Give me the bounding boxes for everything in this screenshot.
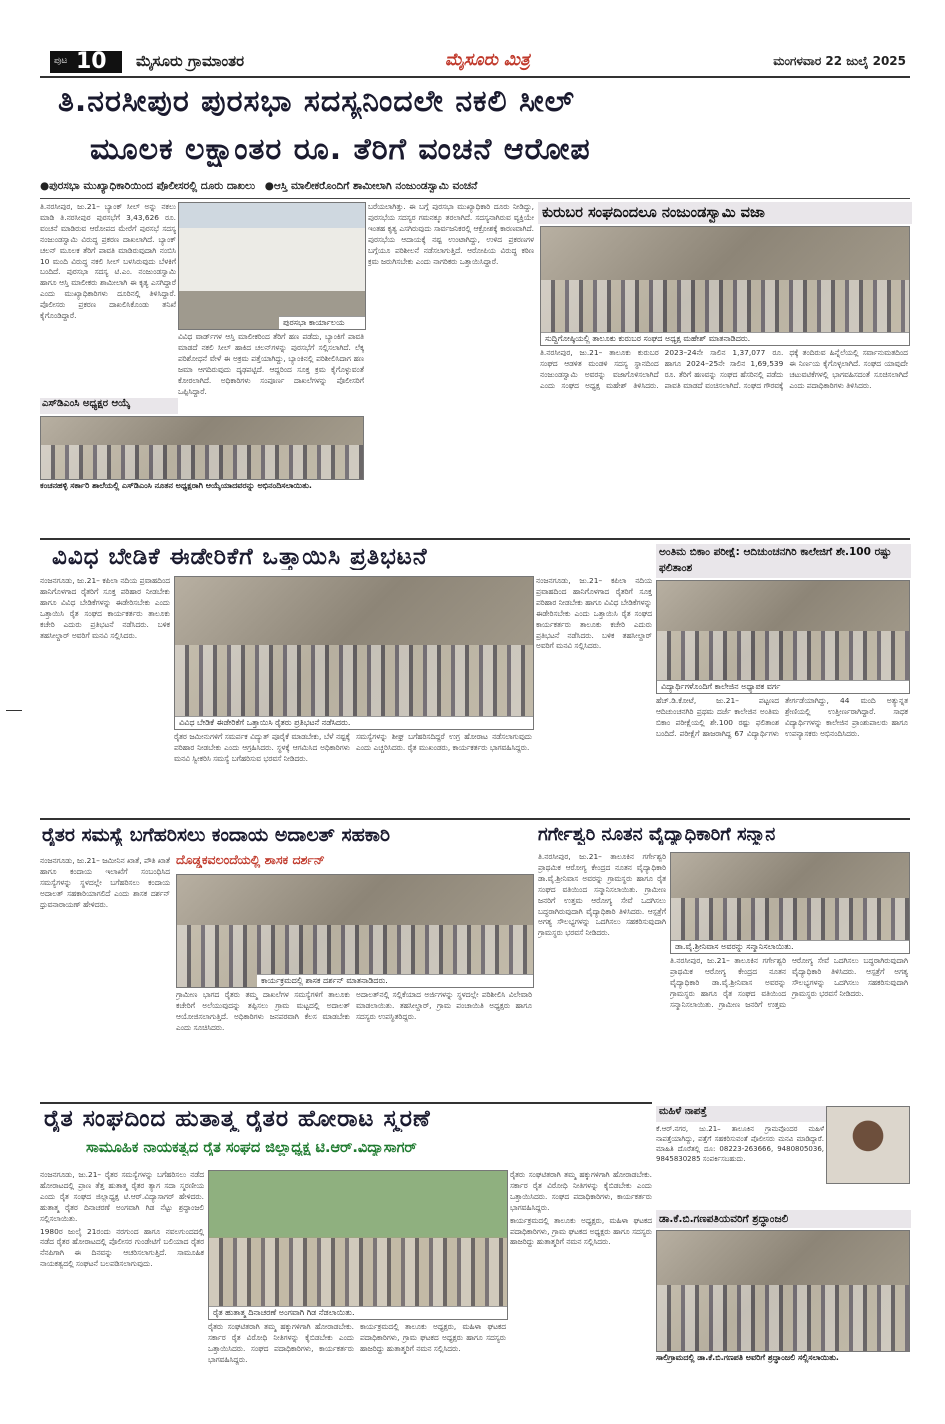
lead-col-3: ಬರೆಯಲಾಗಿತ್ತು. ಈ ಬಗ್ಗೆ ಪುರಸಭಾ ಮುಖ್ಯಾಧಿಕಾರಿ ದೂರು ನೀಡಿದ್ದು, ಪುರಸಭೆಯ ಸದಸ್ಯರ ಗಮನಕ್ಕೂ ತರಲಾಗಿದೆ. ಸದಸ್ಯನಾಗಿರುವ ವ್ಯಕ್ತಿಯೇ ಇಂತಹ ಕೃತ್ಯ ಎಸಗಿರುವುದು ಸಾರ್ವಜನಿಕರಲ್ಲಿ ಆಕ್ರೋಶಕ್ಕೆ ಕಾರಣವಾಗಿದೆ. ಪುರಸಭೆಯ ಆದಾಯಕ್ಕೆ ನಷ್ಟ ಉಂಟಾಗಿದ್ದು, ಉಳಿದ ಪ್ರಕರಣಗಳ ಬಗ್ಗೆಯೂ ಪರಿಶೀಲನೆ ನಡೆಸಲಾಗುತ್ತಿದೆ. ಆರೋಪಿಯ ವಿರುದ್ಧ ಕಠಿಣ ಕ್ರಮ ಜರುಗಿಸಬೇಕು ಎಂದು ನಾಗರಿಕರು ಒತ್ತಾಯಿಸಿದ್ದಾರೆ.	[368, 202, 534, 266]
tribute-photo	[656, 1230, 910, 1352]
memorial-col-1: ನಂಜನಗೂಡು, ಜು.21– ರೈತರ ಸಮಸ್ಯೆಗಳನ್ನು ಬಗೆಹರಿಸಲು ನಡೆದ ಹೋರಾಟದಲ್ಲಿ ಪ್ರಾಣ ತೆತ್ತ ಹುತಾತ್ಮ ರೈತರ ತ್ಯಾಗ ಸದಾ ಸ್ಮರಣೀಯ ಎಂದು ರೈತ ಸಂಘದ ಜಿಲ್ಲಾಧ್ಯಕ್ಷ ಟಿ.ಆರ್.ವಿದ್ಯಾಸಾಗರ್ ಹೇಳಿದರು. ಹುತಾತ್ಮ ರೈತರ ದಿನಾಚರಣೆ ಅಂಗವಾಗಿ ಗಿಡ ನೆಟ್ಟು ಶ್ರದ್ಧಾಂಜಲಿ ಸಲ್ಲಿಸಲಾಯಿತು. 1980ರ ಜುಲೈ 21ರಂದು ನರಗುಂದ ಹಾಗೂ ನವಲಗುಂದದಲ್ಲಿ ನಡೆದ ರೈತರ ಹೋರಾಟದಲ್ಲಿ ಪೊಲೀಸರ ಗುಂಡೇಟಿಗೆ ಬಲಿಯಾದ ರೈತರ ನೆನಪಿಗಾಗಿ ಈ ದಿನವನ್ನು ಆಚರಿಸಲಾಗುತ್ತಿದೆ. ಸಾಮೂಹಿಕ ನಾಯಕತ್ವದಲ್ಲಿ ಸಂಘಟನೆ ಬಲಪಡಿಸಲಾಗುವುದು.	[40, 1170, 204, 1269]
protest-col-4: ನಂಜನಗೂಡು, ಜು.21– ಕಪಿಲಾ ನದಿಯ ಪ್ರವಾಹದಿಂದ ಹಾನಿಗೊಳಗಾದ ರೈತರಿಗೆ ಸೂಕ್ತ ಪರಿಹಾರ ನೀಡಬೇಕು ಹಾಗೂ ವಿವಿಧ ಬೇಡಿಕೆಗಳನ್ನು ಈಡೇರಿಸಬೇಕು ಎಂದು ಒತ್ತಾಯಿಸಿ ರೈತ ಸಂಘದ ಕಾರ್ಯಕರ್ತರು ತಾಲೂಕು ಕಚೇರಿ ಎದುರು ಪ್ರತಿಭಟನೆ ನಡೆಸಿದರು. ಬಳಿಕ ತಹಸೀಲ್ದಾರ್ ಅವರಿಗೆ ಮನವಿ ಸಲ್ಲಿಸಿದರು.	[536, 576, 652, 651]
section-rule-1	[40, 538, 910, 540]
memorial-subhead: ಸಾಮೂಹಿಕ ನಾಯಕತ್ವದ ರೈತ ಸಂಘದ ಜಿಲ್ಲಾಧ್ಯಕ್ಷ ಟಿ.ಆರ್.ವಿದ್ಯಾಸಾಗರ್	[86, 1140, 417, 1156]
kuruba-title: ಕುರುಬರ ಸಂಘದಿಂದಲೂ ನಂಜುಂಡಸ್ವಾಮಿ ವಜಾ	[538, 202, 912, 224]
crop-mark	[6, 710, 22, 711]
adalat-photo	[176, 874, 534, 988]
page-label: ಪುಟ	[54, 56, 68, 66]
page-number: 10	[76, 49, 107, 74]
missing-body: ಕೆ.ಆರ್.ನಗರ, ಜು.21– ತಾಲೂಕಿನ ಗ್ರಾಮವೊಂದರ ಮಹಿಳೆ ನಾಪತ್ತೆಯಾಗಿದ್ದು, ಪತ್ತೆಗೆ ಸಹಕರಿಸುವಂತೆ ಪೊಲೀಸರು ಮನವಿ ಮಾಡಿದ್ದಾರೆ. ಮಾಹಿತಿ ದೊರೆತಲ್ಲಿ ದೂ: 08223-263666, 9480805036, 9845830285 ಸಂಪರ್ಕಿಸಬಹುದು.	[656, 1125, 824, 1163]
protest-col-2: ರೈತರ ಜಮೀನುಗಳಿಗೆ ಸಮರ್ಪಕ ವಿದ್ಯುತ್ ಪೂರೈಕೆ ಮಾಡಬೇಕು, ಬೆಳೆ ನಷ್ಟಕ್ಕೆ ಪರಿಹಾರ ನೀಡಬೇಕು ಎಂದು ಆಗ್ರಹಿಸಿದರು. ಸ್ಥಳಕ್ಕೆ ಆಗಮಿಸಿದ ಅಧಿಕಾರಿಗಳು ಮನವಿ ಸ್ವೀಕರಿಸಿ ಸಮಸ್ಯೆ ಬಗೆಹರಿಸುವ ಭರವಸೆ ನೀಡಿದರು.	[174, 732, 350, 763]
protest-col-1: ನಂಜನಗೂಡು, ಜು.21– ಕಪಿಲಾ ನದಿಯ ಪ್ರವಾಹದಿಂದ ಹಾನಿಗೊಳಗಾದ ರೈತರಿಗೆ ಸೂಕ್ತ ಪರಿಹಾರ ನೀಡಬೇಕು ಹಾಗೂ ವಿವಿಧ ಬೇಡಿಕೆಗಳನ್ನು ಈಡೇರಿಸಬೇಕು ಎಂದು ಒತ್ತಾಯಿಸಿ ರೈತ ಸಂಘದ ಕಾರ್ಯಕರ್ತರು ತಾಲೂಕು ಕಚೇರಿ ಎದುರು ಪ್ರತಿಭಟನೆ ನಡೆಸಿದರು. ಬಳಿಕ ತಹಸೀಲ್ದಾರ್ ಅವರಿಗೆ ಮನವಿ ಸಲ್ಲಿಸಿದರು.	[40, 576, 170, 640]
tribute-title: ಡಾ.ಕೆ.ಬಿ.ಗಣಪತಿಯವರಿಗೆ ಶ್ರದ್ಧಾಂಜಲಿ	[656, 1210, 911, 1228]
section-name: ಮೈಸೂರು ಗ್ರಾಮಾಂತರ	[136, 52, 245, 70]
lead-subheads	[40, 180, 910, 199]
missing-woman-photo	[826, 1106, 910, 1184]
kuruba-caption: ಸುದ್ದಿಗೋಷ್ಠಿಯಲ್ಲಿ ತಾಲೂಕು ಕುರುಬರ ಸಂಘದ ಅಧ್ಯಕ್ಷ ಮಹೇಶ್ ಮಾತನಾಡಿದರು.	[541, 332, 909, 345]
adalat-caption: ಕಾರ್ಯಕ್ರಮದಲ್ಲಿ ಶಾಸಕ ದರ್ಶನ್ ಮಾತನಾಡಿದರು.	[257, 974, 533, 987]
doctor-caption: ಡಾ.ವೈ.ಶ್ರೀನಿವಾಸ ಅವರನ್ನು ಸನ್ಮಾನಿಸಲಾಯಿತು.	[671, 940, 909, 953]
adalat-headline: ರೈತರ ಸಮಸ್ಯೆ ಬಗೆಹರಿಸಲು ಕಂದಾಯ ಅದಾಲತ್ ಸಹಕಾರಿ	[42, 824, 391, 846]
exam-body: ಹೆಚ್.ಡಿ.ಕೋಟೆ, ಜು.21– ಪಟ್ಟಣದ ಆದಿಚುಂಚನಗಿರಿ ಪ್ರಥಮ ದರ್ಜೆ ಕಾಲೇಜಿನ ಅಂತಿಮ ಬಿಕಾಂ ಪರೀಕ್ಷೆಯಲ್ಲಿ ಶೇ.100 ರಷ್ಟು ಫಲಿತಾಂಶ ಬಂದಿದೆ. ಪರೀಕ್ಷೆಗೆ ಹಾಜರಾಗಿದ್ದ 67 ವಿದ್ಯಾರ್ಥಿಗಳು ತೇರ್ಗಡೆಯಾಗಿದ್ದು, 44 ಮಂದಿ ಅತ್ಯುನ್ನತ ಶ್ರೇಣಿಯಲ್ಲಿ ಉತ್ತೀರ್ಣರಾಗಿದ್ದಾರೆ. ಸಾಧಕ ವಿದ್ಯಾರ್ಥಿಗಳನ್ನು ಕಾಲೇಜಿನ ಪ್ರಾಂಶುಪಾಲರು ಹಾಗೂ ಉಪನ್ಯಾಸಕರು ಅಭಿನಂದಿಸಿದರು.	[656, 696, 908, 738]
sdmc-caption: ಕಂಚನಹಳ್ಳಿ ಸರ್ಕಾರಿ ಶಾಲೆಯಲ್ಲಿ ಎಸ್‌ಡಿಎಂಸಿ ನೂತನ ಅಧ್ಯಕ್ಷರಾಗಿ ಆಯ್ಕೆಯಾದವರನ್ನು ಅಭಿನಂದಿಸಲಾಯಿತು.	[40, 481, 312, 490]
memorial-caption: ರೈತ ಹುತಾತ್ಮ ದಿನಾಚರಣೆ ಅಂಗವಾಗಿ ಗಿಡ ನೆಡಲಾಯಿತು.	[209, 1306, 507, 1319]
doctor-photo	[670, 852, 910, 954]
lead-col-1: ತಿ.ನರಸೀಪುರ, ಜು.21– ಬ್ಯಾಂಕ್ ಸೀಲ್ ಅನ್ನು ನಕಲು ಮಾಡಿ ತಿ.ನರಸೀಪುರ ಪುರಸಭೆಗೆ 3,43,626 ರೂ. ವಂಚನೆ ಮಾಡಿರುವ ಆರೋಪದ ಮೇರೆಗೆ ಪುರಸಭೆ ಸದಸ್ಯ ನಂಜುಂಡಸ್ವಾಮಿ ವಿರುದ್ಧ ಪ್ರಕರಣ ದಾಖಲಾಗಿದೆ. ಬ್ಯಾಂಕ್ ಚಲನ್ ಮೂಲಕ ತೆರಿಗೆ ಪಾವತಿ ಮಾಡಿರುವುದಾಗಿ ನಂಬಿಸಿ 10 ಮಂದಿ ವಿರುದ್ಧ ನಕಲಿ ಸೀಲ್ ಬಳಸಿರುವುದು ಬೆಳಕಿಗೆ ಬಂದಿದೆ. ಪುರಸಭಾ ಸದಸ್ಯ ಟಿ.ಎಂ. ನಂಜುಂಡಸ್ವಾಮಿ ಹಾಗೂ ಆಸ್ತಿ ಮಾಲೀಕರು ಶಾಮೀಲಾಗಿ ಈ ಕೃತ್ಯ ಎಸಗಿದ್ದಾರೆ ಎಂದು ಮುಖ್ಯಾಧಿಕಾರಿಗಳು ದೂರಿನಲ್ಲಿ ತಿಳಿಸಿದ್ದಾರೆ. ಪೊಲೀಸರು ಪ್ರಕರಣ ದಾಖಲಿಸಿಕೊಂಡು ತನಿಖೆ ಕೈಗೊಂಡಿದ್ದಾರೆ.	[40, 202, 176, 321]
lead-headline-2: ಮೂಲಕ ಲಕ್ಷಾಂತರ ರೂ. ತೆರಿಗೆ ವಂಚನೆ ಆರೋಪ	[90, 132, 591, 167]
protest-caption: ವಿವಿಧ ಬೇಡಿಕೆ ಈಡೇರಿಕೆಗೆ ಒತ್ತಾಯಿಸಿ ರೈತರು ಪ್ರತಿಭಟನೆ ನಡೆಸಿದರು.	[175, 716, 533, 729]
adalat-col-3: ಅದಾಲತ್‌ನಲ್ಲಿ ಸಲ್ಲಿಕೆಯಾದ ಅರ್ಜಿಗಳನ್ನು ಸ್ಥಳದಲ್ಲೇ ಪರಿಶೀಲಿಸಿ ವಿಲೇವಾರಿ ಮಾಡಲಾಯಿತು. ತಹಸೀಲ್ದಾರ್, ಗ್ರಾಮ ಪಂಚಾಯಿತಿ ಅಧ್ಯಕ್ಷರು ಹಾಗೂ ಸದಸ್ಯರು ಉಪಸ್ಥಿತರಿದ್ದರು.	[356, 990, 532, 1021]
doctor-col-2: ತಿ.ನರಸೀಪುರ, ಜು.21– ತಾಲೂಕಿನ ಗರ್ಗೇಶ್ವರಿ ಪ್ರಾಥಮಿಕ ಆರೋಗ್ಯ ಕೇಂದ್ರದ ನೂತನ ವೈದ್ಯಾಧಿಕಾರಿ ಡಾ.ವೈ.ಶ್ರೀನಿವಾಸ ಅವರನ್ನು ಗ್ರಾಮಸ್ಥರು ಹಾಗೂ ರೈತ ಸಂಘದ ವತಿಯಿಂದ ಸನ್ಮಾನಿಸಲಾಯಿತು. ಗ್ರಾಮೀಣ ಜನರಿಗೆ ಉತ್ತಮ ಆರೋಗ್ಯ ಸೇವೆ ಒದಗಿಸಲು ಬದ್ಧರಾಗಿರುವುದಾಗಿ ವೈದ್ಯಾಧಿಕಾರಿ ತಿಳಿಸಿದರು. ಆಸ್ಪತ್ರೆಗೆ ಅಗತ್ಯ ಸೌಲಭ್ಯಗಳನ್ನು ಒದಗಿಸಲು ಸಹಕರಿಸುವುದಾಗಿ ಗ್ರಾಮಸ್ಥರು ಭರವಸೆ ನೀಡಿದರು.	[670, 956, 908, 1009]
sdmc-photo	[40, 416, 364, 480]
memorial-col-2: ರೈತರು ಸಂಘಟಿತರಾಗಿ ತಮ್ಮ ಹಕ್ಕುಗಳಿಗಾಗಿ ಹೋರಾಡಬೇಕು. ಸರ್ಕಾರ ರೈತ ವಿರೋಧಿ ನೀತಿಗಳನ್ನು ಕೈಬಿಡಬೇಕು ಎಂದು ಒತ್ತಾಯಿಸಿದರು. ಸಂಘದ ಪದಾಧಿಕಾರಿಗಳು, ಕಾರ್ಯಕರ್ತರು ಭಾಗವಹಿಸಿದ್ದರು.	[208, 1322, 354, 1364]
protest-col-3: ಸಮಸ್ಯೆಗಳನ್ನು ಶೀಘ್ರ ಬಗೆಹರಿಸದಿದ್ದರೆ ಉಗ್ರ ಹೋರಾಟ ನಡೆಸಲಾಗುವುದು ಎಂದು ಎಚ್ಚರಿಸಿದರು. ರೈತ ಮುಖಂಡರು, ಕಾರ್ಯಕರ್ತರು ಭಾಗವಹಿಸಿದ್ದರು.	[356, 732, 532, 752]
lead-headline-1: ತಿ.ನರಸೀಪುರ ಪುರಸಭಾ ಸದಸ್ಯನಿಂದಲೇ ನಕಲಿ ಸೀಲ್	[58, 84, 575, 119]
section-rule-2	[40, 818, 910, 820]
page-number-badge	[50, 51, 122, 73]
lead-sub-1: ●ಪುರಸಭಾ ಮುಖ್ಯಾಧಿಕಾರಿಯಿಂದ ಪೊಲೀಸರಲ್ಲಿ ದೂರು ದಾಖಲು	[40, 180, 256, 192]
kuruba-body: ತಿ.ನರಸೀಪುರ, ಜು.21– ತಾಲೂಕು ಕುರುಬರ ಸಂಘದ ಆಡಳಿತ ಮಂಡಳಿ ಸದಸ್ಯ ಸ್ಥಾನದಿಂದ ನಂಜುಂಡಸ್ವಾಮಿ ಅವರನ್ನು ವಜಾಗೊಳಿಸಲಾಗಿದೆ ಎಂದು ಸಂಘದ ಅಧ್ಯಕ್ಷ ಮಹೇಶ್ ತಿಳಿಸಿದರು. 2023–24ನೇ ಸಾಲಿನ 1,37,077 ರೂ. ಹಾಗೂ 2024–25ನೇ ಸಾಲಿನ 1,69,539 ರೂ. ತೆರಿಗೆ ಹಣವನ್ನು ಸಂಘದ ಹೆಸರಿನಲ್ಲಿ ಪಡೆದು ಪಾವತಿ ಮಾಡದೆ ವಂಚಿಸಲಾಗಿದೆ. ಸಂಘದ ಗೌರವಕ್ಕೆ ಧಕ್ಕೆ ತಂದಿರುವ ಹಿನ್ನೆಲೆಯಲ್ಲಿ ಸರ್ವಾನುಮತದಿಂದ ಈ ನಿರ್ಣಯ ಕೈಗೊಳ್ಳಲಾಗಿದೆ. ಸಂಘದ ಯಾವುದೇ ಚಟುವಟಿಕೆಗಳಲ್ಲಿ ಭಾಗವಹಿಸದಂತೆ ಸೂಚಿಸಲಾಗಿದೆ ಎಂದು ಪದಾಧಿಕಾರಿಗಳು ತಿಳಿಸಿದರು.	[540, 348, 908, 390]
memorial-col-3: ಕಾರ್ಯಕ್ರಮದಲ್ಲಿ ತಾಲೂಕು ಅಧ್ಯಕ್ಷರು, ಮಹಿಳಾ ಘಟಕದ ಪದಾಧಿಕಾರಿಗಳು, ಗ್ರಾಮ ಘಟಕದ ಅಧ್ಯಕ್ಷರು ಹಾಗೂ ಸದಸ್ಯರು ಹಾಜರಿದ್ದು ಹುತಾತ್ಮರಿಗೆ ನಮನ ಸಲ್ಲಿಸಿದರು.	[360, 1322, 506, 1353]
exam-title: ಅಂತಿಮ ಬಿಕಾಂ ಪರೀಕ್ಷೆ: ಆದಿಚುಂಚನಗಿರಿ ಕಾಲೇಜಿಗೆ ಶೇ.100 ರಷ್ಟು ಫಲಿತಾಂಶ	[656, 544, 911, 578]
protest-headline: ವಿವಿಧ ಬೇಡಿಕೆ ಈಡೇರಿಕೆಗೆ ಒತ್ತಾಯಿಸಿ ಪ್ರತಿಭಟನೆ	[52, 544, 428, 570]
lead-building-photo	[178, 202, 366, 330]
exam-caption: ವಿದ್ಯಾರ್ಥಿಗಳೊಂದಿಗೆ ಕಾಲೇಜಿನ ಅಧ್ಯಾಪಕ ವರ್ಗ	[657, 680, 909, 693]
lead-photo-caption: ಪುರಸಭಾ ಕಾರ್ಯಾಲಯ	[279, 316, 365, 329]
adalat-kicker: ದೊಡ್ಡಕವಲಂದೆಯಲ್ಲಿ ಶಾಸಕ ದರ್ಶನ್	[176, 852, 325, 867]
exam-photo	[656, 580, 910, 694]
doctor-col-1: ತಿ.ನರಸೀಪುರ, ಜು.21– ತಾಲೂಕಿನ ಗರ್ಗೇಶ್ವರಿ ಪ್ರಾಥಮಿಕ ಆರೋಗ್ಯ ಕೇಂದ್ರದ ನೂತನ ವೈದ್ಯಾಧಿಕಾರಿ ಡಾ.ವೈ.ಶ್ರೀನಿವಾಸ ಅವರನ್ನು ಗ್ರಾಮಸ್ಥರು ಹಾಗೂ ರೈತ ಸಂಘದ ವತಿಯಿಂದ ಸನ್ಮಾನಿಸಲಾಯಿತು. ಗ್ರಾಮೀಣ ಜನರಿಗೆ ಉತ್ತಮ ಆರೋಗ್ಯ ಸೇವೆ ಒದಗಿಸಲು ಬದ್ಧರಾಗಿರುವುದಾಗಿ ವೈದ್ಯಾಧಿಕಾರಿ ತಿಳಿಸಿದರು. ಆಸ್ಪತ್ರೆಗೆ ಅಗತ್ಯ ಸೌಲಭ್ಯಗಳನ್ನು ಒದಗಿಸಲು ಸಹಕರಿಸುವುದಾಗಿ ಗ್ರಾಮಸ್ಥರು ಭರವಸೆ ನೀಡಿದರು.	[538, 852, 666, 938]
sdmc-title: ಎಸ್‌ಡಿಎಂಸಿ ಅಧ್ಯಕ್ಷರ ಆಯ್ಕೆ	[40, 398, 178, 414]
adalat-col-1: ನಂಜನಗೂಡು, ಜು.21– ಜಮೀನಿನ ಖಾತೆ, ಪೌತಿ ಖಾತೆ ಹಾಗೂ ಕಂದಾಯ ಇಲಾಖೆಗೆ ಸಂಬಂಧಿಸಿದ ಸಮಸ್ಯೆಗಳನ್ನು ಸ್ಥಳದಲ್ಲೇ ಬಗೆಹರಿಸಲು ಕಂದಾಯ ಅದಾಲತ್ ಸಹಕಾರಿಯಾಗಲಿದೆ ಎಂದು ಶಾಸಕ ದರ್ಶನ್ ಧ್ರುವನಾರಾಯಣ್ ಹೇಳಿದರು.	[40, 856, 170, 909]
issue-date: ಮಂಗಳವಾರ 22 ಜುಲೈ 2025	[773, 54, 906, 68]
section-rule-3	[40, 1102, 652, 1104]
masthead	[40, 50, 910, 78]
missing-title: ಮಹಿಳೆ ನಾಪತ್ತೆ	[656, 1106, 827, 1122]
memorial-headline: ರೈತ ಸಂಘದಿಂದ ಹುತಾತ್ಮ ರೈತರ ಹೋರಾಟ ಸ್ಮರಣೆ	[44, 1106, 431, 1132]
adalat-col-2: ಗ್ರಾಮೀಣ ಭಾಗದ ರೈತರು ತಮ್ಮ ದಾಖಲೆಗಳ ಸಮಸ್ಯೆಗಳಿಗೆ ತಾಲೂಕು ಕಚೇರಿಗೆ ಅಲೆಯುವುದನ್ನು ತಪ್ಪಿಸಲು ಗ್ರಾಮ ಮಟ್ಟದಲ್ಲಿ ಅದಾಲತ್ ಆಯೋಜಿಸಲಾಗುತ್ತಿದೆ. ಅಧಿಕಾರಿಗಳು ಜನಪರವಾಗಿ ಕೆಲಸ ಮಾಡಬೇಕು ಎಂದು ಸೂಚಿಸಿದರು.	[176, 990, 350, 1032]
doctor-headline: ಗರ್ಗೇಶ್ವರಿ ನೂತನ ವೈದ್ಯಾಧಿಕಾರಿಗೆ ಸನ್ಮಾನ	[538, 824, 776, 845]
lead-sub-2: ●ಆಸ್ತಿ ಮಾಲೀಕರೊಂದಿಗೆ ಶಾಮೀಲಾಗಿ ನಂಜುಂಡಸ್ವಾಮಿ ವಂಚನೆ	[264, 180, 478, 192]
memorial-col-4: ರೈತರು ಸಂಘಟಿತರಾಗಿ ತಮ್ಮ ಹಕ್ಕುಗಳಿಗಾಗಿ ಹೋರಾಡಬೇಕು. ಸರ್ಕಾರ ರೈತ ವಿರೋಧಿ ನೀತಿಗಳನ್ನು ಕೈಬಿಡಬೇಕು ಎಂದು ಒತ್ತಾಯಿಸಿದರು. ಸಂಘದ ಪದಾಧಿಕಾರಿಗಳು, ಕಾರ್ಯಕರ್ತರು ಭಾಗವಹಿಸಿದ್ದರು. ಕಾರ್ಯಕ್ರಮದಲ್ಲಿ ತಾಲೂಕು ಅಧ್ಯಕ್ಷರು, ಮಹಿಳಾ ಘಟಕದ ಪದಾಧಿಕಾರಿಗಳು, ಗ್ರಾಮ ಘಟಕದ ಅಧ್ಯಕ್ಷರು ಹಾಗೂ ಸದಸ್ಯರು ಹಾಜರಿದ್ದು ಹುತಾತ್ಮರಿಗೆ ನಮನ ಸಲ್ಲಿಸಿದರು.	[510, 1170, 652, 1247]
kuruba-photo	[540, 226, 910, 346]
memorial-photo	[208, 1170, 508, 1320]
paper-name: ಮೈಸೂರು ಮಿತ್ರ	[445, 50, 530, 70]
protest-photo	[174, 576, 534, 730]
tribute-caption: ಸಾಲಿಗ್ರಾಮದಲ್ಲಿ ಡಾ.ಕೆ.ಬಿ.ಗಣಪತಿ ಅವರಿಗೆ ಶ್ರದ್ಧಾಂಜಲಿ ಸಲ್ಲಿಸಲಾಯಿತು.	[656, 1353, 839, 1362]
lead-col-2: ವಿವಿಧ ವಾರ್ಡ್‌ಗಳ ಆಸ್ತಿ ಮಾಲೀಕರಿಂದ ತೆರಿಗೆ ಹಣ ಪಡೆದು, ಬ್ಯಾಂಕಿಗೆ ಪಾವತಿ ಮಾಡದೆ ನಕಲಿ ಸೀಲ್ ಹಾಕಿದ ಚಲನ್‌ಗಳನ್ನು ಪುರಸಭೆಗೆ ಸಲ್ಲಿಸಲಾಗಿದೆ. ಲೆಕ್ಕ ಪರಿಶೋಧನೆ ವೇಳೆ ಈ ಅಕ್ರಮ ಪತ್ತೆಯಾಗಿದ್ದು, ಬ್ಯಾಂಕಿನಲ್ಲಿ ಪರಿಶೀಲಿಸಿದಾಗ ಹಣ ಜಮಾ ಆಗದಿರುವುದು ದೃಢಪಟ್ಟಿದೆ. ಆದ್ದರಿಂದ ಸೂಕ್ತ ಕ್ರಮ ಕೈಗೊಳ್ಳುವಂತೆ ಕೋರಲಾಗಿದೆ. ಅಧಿಕಾರಿಗಳು ಸಂಪೂರ್ಣ ದಾಖಲೆಗಳನ್ನು ಪೊಲೀಸರಿಗೆ ಒಪ್ಪಿಸಿದ್ದಾರೆ.	[178, 332, 364, 396]
